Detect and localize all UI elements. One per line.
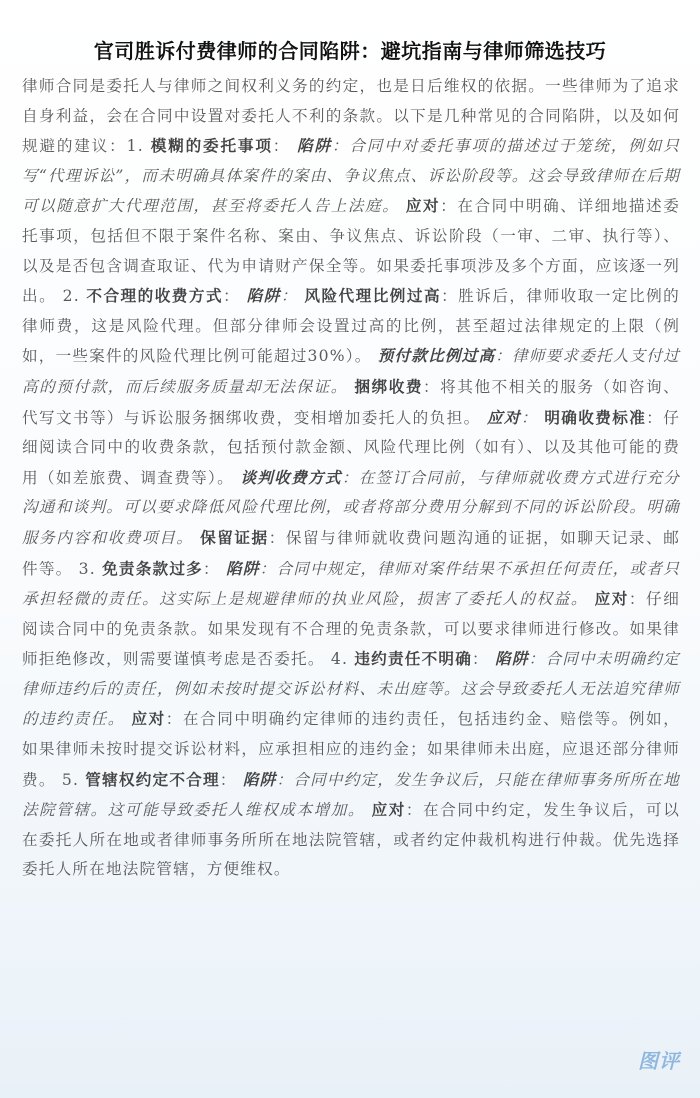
section-2-response-label: 应对: [486, 407, 521, 427]
section-2-trap-separator: ：: [280, 287, 298, 306]
section-2-sub2-text: ：律师要求委托人支付过高的预付款，而后续服务质量却无法保证。: [22, 347, 681, 396]
section-1-number: 1.: [126, 137, 144, 156]
section-5-heading: 管辖权约定不合理: [85, 769, 220, 789]
section-5-response-text: ：在合同中约定，发生争议后，可以在委托人所在地或者律师事务所所在地法院管辖，或者约定仲裁机构进行仲裁。优先选择委托人所在地法院管辖，方便维权。: [22, 801, 680, 879]
section-3-number: 3.: [78, 559, 96, 578]
section-2-sub1-text: ：胜诉后，律师收取一定比例的律师费，这是风险代理。但部分律师会设置过高的比例，甚至超过法律规定的上限（例如，一些案件的风险代理比例可能超过30%）。: [22, 287, 680, 366]
section-2-sub5-label: 谈判收费方式: [240, 467, 342, 487]
section-3-response-text: ：仔细阅读合同中的免责条款。如果发现有不合理的免责条款，可以要求律师进行修改。如果律师拒绝修改，则需要谨慎考虑是否委托。: [22, 590, 680, 669]
section-4-number: 4.: [330, 650, 349, 669]
section-2-sub1-label: 风险代理比例过高: [304, 286, 442, 306]
section-2-sub5-text: ：在签订合同前，与律师就收费方式进行充分沟通和谈判。可以要求降低风险代理比例，或者将部分费用分解到不同的诉讼阶段。明确服务内容和收费项目。: [22, 468, 680, 547]
section-3-response-label: 应对: [594, 589, 629, 609]
section-1-response-text: ：在合同中明确、详细地描述委托事项，包括但不限于案件名称、案由、争议焦点、诉讼阶段（一审、二审、执行等）、以及是否包含调查取证、代为申请财产保全等。如果委托事项涉及多个方面，应该逐一列出。: [22, 197, 680, 306]
section-2-sub2-label: 预付款比例过高: [377, 346, 496, 366]
page-title: 官司胜诉付费律师的合同陷阱：避坑指南与律师筛选技巧: [93, 39, 607, 64]
section-4-separator: ：: [472, 650, 489, 669]
section-5-trap-text: ：合同中约定，发生争议后，只能在律师事务所所在地法院管辖。这可能导致委托人维权成本增加。: [22, 770, 680, 820]
section-1-heading: 模糊的委托事项: [150, 136, 273, 156]
section-2-heading: 不合理的收费方式: [86, 286, 224, 306]
section-3-heading: 免责条款过多: [102, 558, 203, 578]
section-2-sub4-label: 明确收费标准: [544, 407, 647, 427]
section-2-number: 2.: [62, 287, 80, 306]
section-5-number: 5.: [61, 770, 80, 789]
section-4-trap-label: 陷阱: [495, 649, 529, 669]
section-4-heading: 违约责任不明确: [354, 649, 473, 669]
section-1-trap-text: ：合同中对委托事项的描述过于笼统，例如只写“代理诉讼”，而未明确具体案件的案由、争议焦点、诉讼阶段等。这会导致律师在后期可以随意扩大代理范围，甚至将委托人告上法庭。: [22, 137, 680, 216]
section-2-sub4-text: ：仔细阅读合同中的收费条款，包括预付款金额、风险代理比例（如有）、以及其他可能的费用（如差旅费、调查费等）。: [22, 408, 681, 487]
section-5-separator: ：: [219, 770, 237, 789]
section-4-response-text: ：在合同中明确约定律师的违约责任，包括违约金、赔偿等。例如，如果律师未按时提交诉讼材料，应承担相应的违约金；如果律师未出庭，应退还部分律师费。: [22, 710, 680, 789]
section-1-separator: ：: [272, 137, 291, 156]
section-3-trap-text: ：合同中规定，律师对案件结果不承担任何责任，或者只承担轻微的责任。这实际上是规避律师的执业风险，损害了委托人的权益。: [22, 559, 680, 609]
section-2-separator: ：: [223, 287, 241, 306]
article-body: [22, 72, 680, 885]
section-1-response-label: 应对: [405, 196, 441, 216]
section-2-sub6-label: 保留证据: [200, 527, 269, 547]
section-2-sub6-text: ：保留与律师就收费问题沟通的证据，如聊天记录、邮件等。: [22, 528, 680, 578]
section-3-separator: ：: [203, 559, 220, 578]
section-4-trap-text: ：合同中未明确约定律师违约后的责任，例如未按时提交诉讼材料、未出庭等。这会导致委托人无法追究律师的违约责任。: [22, 650, 680, 729]
section-2-sub3-label: 捆绑收费: [354, 376, 424, 396]
section-3-trap-label: 陷阱: [226, 558, 260, 578]
section-2-sub3-text: ：将其他不相关的服务（如咨询、代写文书等）与诉讼服务捆绑收费，变相增加委托人的负担。: [22, 377, 680, 427]
intro-text: 律师合同是委托人与律师之间权利义务的约定，也是日后维权的依据。一些律师为了追求自身利益，会在合同中设置对委托人不利的条款。以下是几种常见的合同陷阱，以及如何规避的建议：: [22, 77, 680, 156]
section-2-response-separator: ：: [520, 408, 538, 427]
section-2-trap-label: 陷阱: [246, 286, 281, 306]
section-5-response-label: 应对: [371, 800, 406, 820]
section-4-response-label: 应对: [131, 709, 166, 729]
watermark-logo: 图评: [638, 1049, 680, 1073]
section-5-trap-label: 陷阱: [242, 769, 277, 789]
section-1-trap-label: 陷阱: [297, 136, 332, 156]
